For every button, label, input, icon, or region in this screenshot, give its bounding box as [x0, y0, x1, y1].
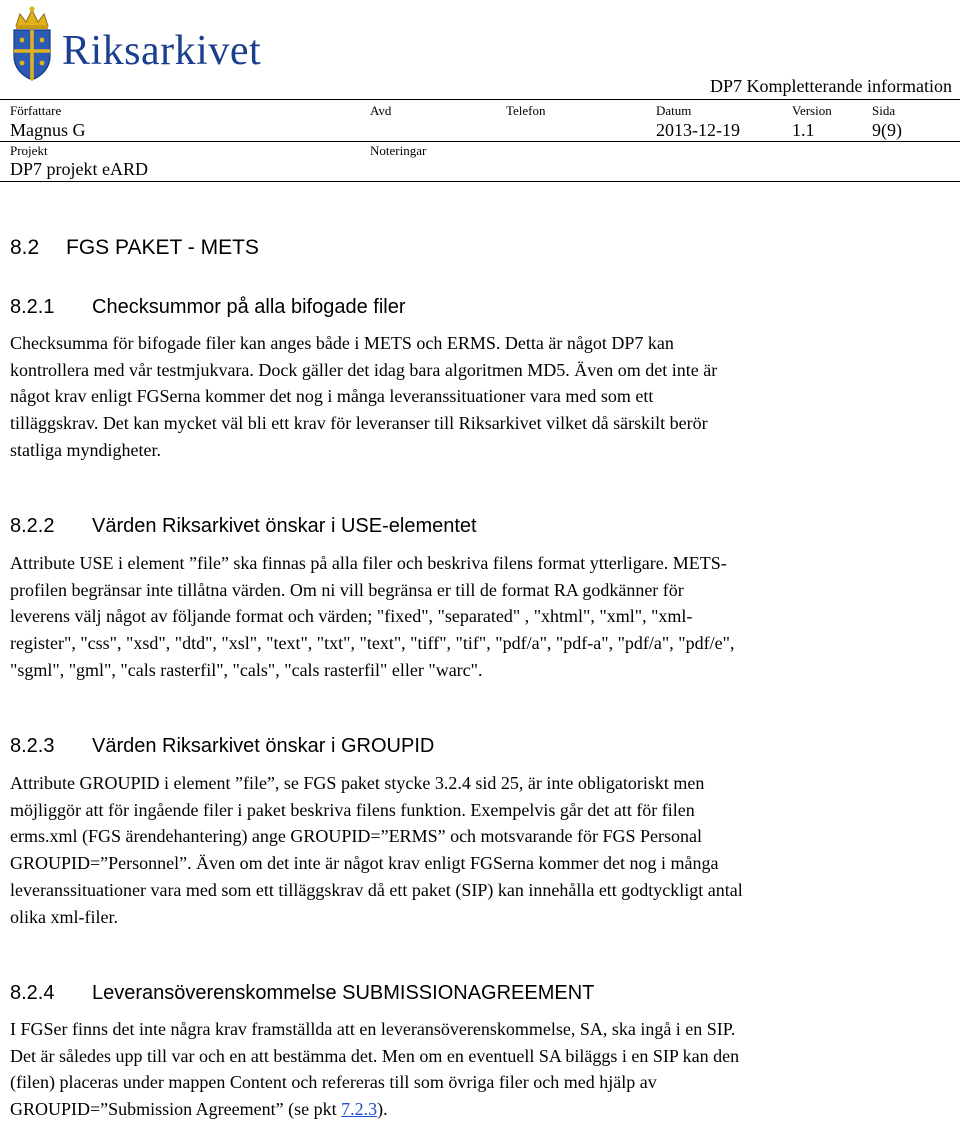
- page-value: 9(9): [872, 120, 902, 140]
- paragraph-line: Attribute GROUPID i element ”file”, se FGS paket stycke 3.2.4 sid 25, är inte obligatoriskt men: [10, 773, 705, 793]
- subsection-number: 8.2.1: [10, 296, 55, 318]
- project-value: DP7 projekt eARD: [10, 159, 148, 179]
- phone-label: Telefon: [506, 103, 546, 118]
- paragraph-line: kontrollera med vår testmjukvara. Dock gäller det idag bara algoritmen MD5. Även om det inte är: [10, 359, 718, 380]
- subsection-title: Värden Riksarkivet önskar i GROUPID: [92, 735, 435, 757]
- paragraph-line: erms.xml (FGS ärendehantering) ange GROUPID=”ERMS” och motsvarande för FGS Personal: [10, 826, 703, 847]
- section-heading: [10, 237, 259, 258]
- header-divider-bottom: [0, 181, 960, 182]
- paragraph-groupid: [10, 770, 950, 930]
- paragraph-line: register", "css", "xsd", "dtd", "xsl", "text", "txt", "text", "tiff", "tif", "pdf/a", "pdf-a", "pdf/a", "pdf/e",: [10, 633, 735, 654]
- paragraph-line: tilläggskrav. Det kan mycket väl bli ett krav för leveranser till Riksarkivet vilket då särskilt berör: [10, 413, 708, 434]
- document-title: DP7 Kompletterande information: [710, 76, 952, 96]
- paragraph-line: "sgml", "gml", "cals rasterfil", "cals", "cals rasterfil" eller "warc".: [10, 659, 483, 680]
- paragraph-line: Det är således upp till var och en att bestämma det. Men om en eventuell SA biläggs i en SIP kan den: [10, 1045, 740, 1066]
- paragraph-line: olika xml-filer.: [10, 906, 118, 927]
- version-value: 1.1: [792, 120, 815, 140]
- line-prefix: GROUPID=”Submission Agreement” (se pkt: [10, 1099, 342, 1120]
- subsection-number: 8.2.2: [10, 515, 55, 537]
- line-suffix: ).: [377, 1099, 388, 1120]
- paragraph-line: Attribute USE i element ”file” ska finnas på alla filer och beskriva filens format ytterligare. METS-: [10, 553, 727, 573]
- subsection-title: Leveransöverenskommelse SUBMISSIONAGREEMENT: [92, 982, 595, 1004]
- brand-name: Riksarkivet: [62, 28, 262, 74]
- header-divider-top: [0, 99, 960, 100]
- paragraph-line: Checksumma för bifogade filer kan anges både i METS och ERMS. Detta är något DP7 kan: [10, 333, 674, 353]
- paragraph-use-element: [10, 550, 950, 684]
- subsection-heading: [10, 736, 434, 756]
- date-value: 2013-12-19: [656, 120, 740, 140]
- paragraph-line: (filen) placeras under mappen Content och refereras till som övriga filer och med hjälp av: [10, 1072, 657, 1093]
- subsection-title: Checksummor på alla bifogade filer: [92, 296, 406, 318]
- subsection-heading: [10, 297, 406, 317]
- paragraph-line-with-link: [10, 1096, 950, 1123]
- department-label: Avd: [370, 103, 392, 118]
- author-label: Författare: [10, 103, 62, 118]
- header-divider-middle: [0, 141, 960, 142]
- author-value: Magnus G: [10, 120, 86, 140]
- date-label: Datum: [656, 103, 692, 118]
- paragraph-line: leverens välj något av följande format och värden; "fixed", "separated" , "xhtml", "xml", "xml-: [10, 606, 693, 627]
- paragraph-line: I FGSer finns det inte några krav framställda att en leveransöverenskommelse, SA, ska ingå i en SIP.: [10, 1019, 736, 1039]
- paragraph-line: möjliggör att för ingående filer i paket beskriva filens funktion. Exempelvis går det att för filen: [10, 799, 695, 820]
- page-label: Sida: [872, 103, 896, 118]
- section-title: FGS PAKET - METS: [66, 236, 259, 259]
- notes-label: Noteringar: [370, 143, 427, 158]
- subsection-title: Värden Riksarkivet önskar i USE-elementet: [92, 515, 477, 537]
- version-label: Version: [792, 103, 832, 118]
- paragraph-line: profilen begränsar inte tillåtna värden. Om ni vill begränsa er till de format RA godkänner för: [10, 579, 684, 600]
- section-reference-link[interactable]: 7.2.3: [341, 1099, 378, 1120]
- paragraph-submission-agreement: [10, 1016, 950, 1123]
- project-label: Projekt: [10, 143, 48, 158]
- paragraph-line: GROUPID=”Personnel”. Även om det inte är något krav enligt FGSerna kommer det nog i många: [10, 853, 719, 874]
- paragraph-checksums: [10, 330, 950, 464]
- subsection-heading: [10, 516, 477, 536]
- subsection-number: 8.2.4: [10, 982, 55, 1004]
- subsection-number: 8.2.3: [10, 735, 55, 757]
- section-number: 8.2: [10, 236, 40, 259]
- paragraph-line: något krav enligt FGSerna kommer det nog i många leveranssituationer vara med som ett: [10, 386, 654, 407]
- coat-of-arms-icon: [8, 4, 56, 82]
- subsection-heading: [10, 983, 594, 1003]
- paragraph-line: leveranssituationer vara med som ett tilläggskrav då ett paket (SIP) kan innehålla ett godtyckligt antal: [10, 879, 743, 900]
- paragraph-line: statliga myndigheter.: [10, 439, 161, 460]
